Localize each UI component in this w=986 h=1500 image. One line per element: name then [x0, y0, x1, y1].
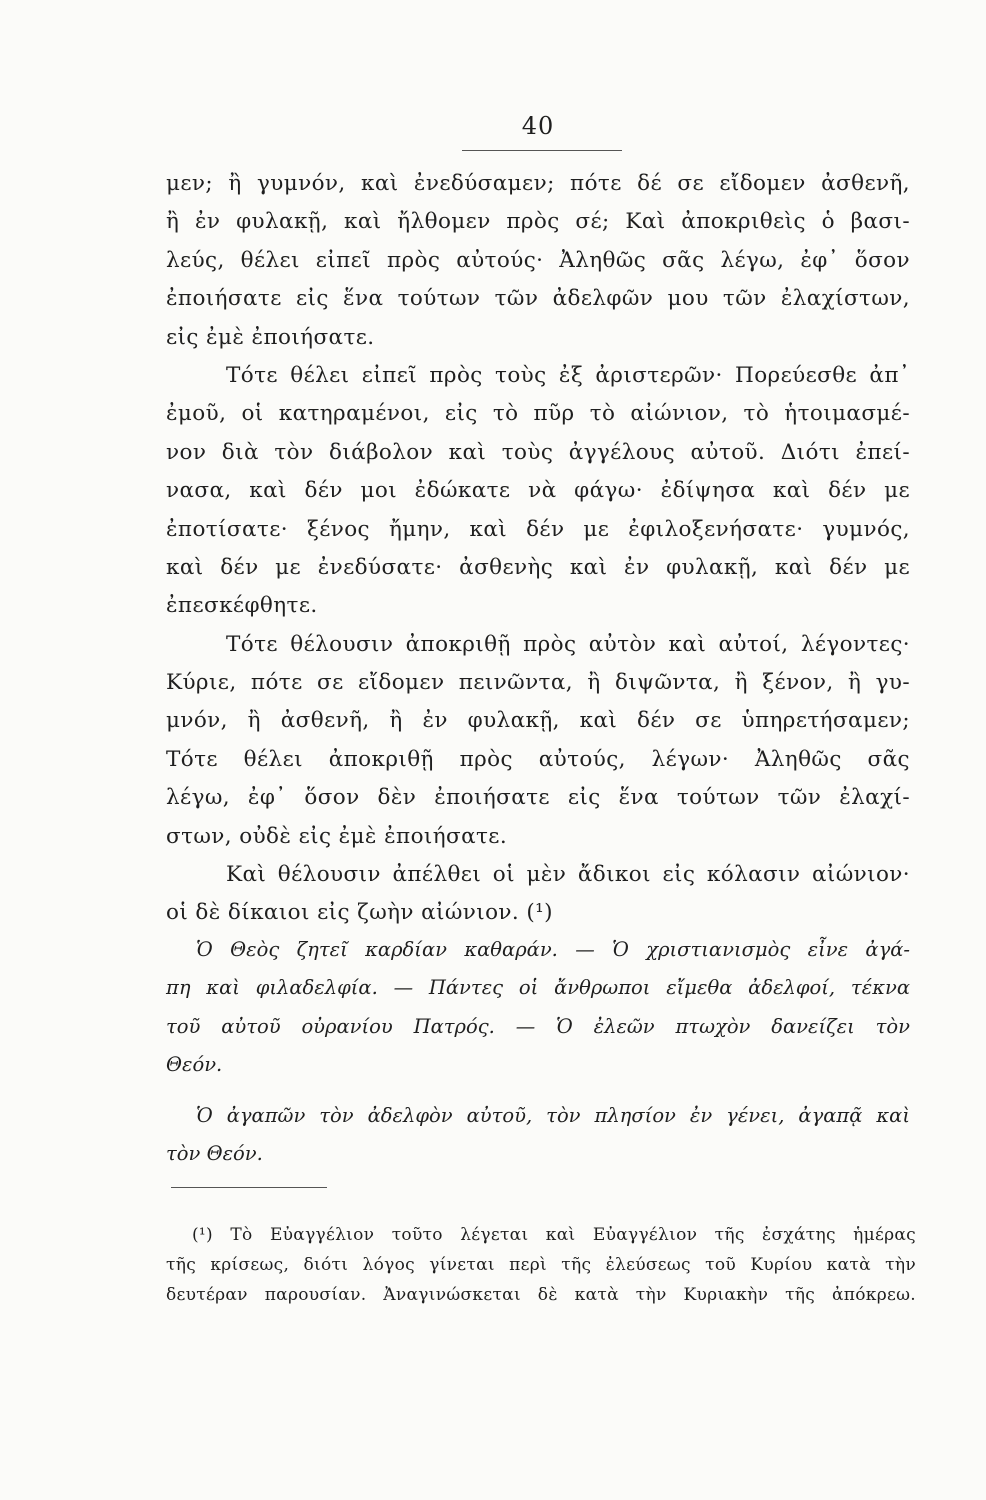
text-line: οἱ δὲ δίκαιοι εἰς ζωὴν αἰώνιον. (¹)	[166, 900, 553, 926]
text-line: ἐποτίσατε· ξένος ἤμην, καὶ δέν με ἐφιλοξενήσατε· γυμνός,	[166, 516, 910, 542]
text-line: λεύς, θέλει εἰπεῖ πρὸς αὐτούς· Ἀληθῶς σᾶς λέγω, ἐφ᾽ ὅσον	[166, 247, 910, 273]
maxim-line: Θεόν.	[166, 1053, 223, 1077]
text-line: ἐμοῦ, οἱ κατηραμένοι, εἰς τὸ πῦρ τὸ αἰώνιον, τὸ ἡτοιμασμέ-	[166, 401, 910, 427]
maxim-line: τὸν Θεόν.	[166, 1141, 263, 1165]
maxim-line: Ὁ ἀγαπῶν τὸν ἀδελφὸν αὐτοῦ, τὸν πλησίον ἐν γένει, ἀγαπᾷ καὶ	[196, 1103, 910, 1127]
text-line: Τότε θέλει εἰπεῖ πρὸς τοὺς ἐξ ἀριστερῶν· Πορεύεσθε ἀπ᾽	[226, 362, 910, 388]
text-line: νασα, καὶ δέν μοι ἐδώκατε νὰ φάγω· ἐδίψησα καὶ δέν με	[166, 478, 910, 504]
footnote-block	[166, 1220, 916, 1310]
text-line: Κύριε, πότε σε εἴδομεν πεινῶντα, ἢ διψῶντα, ἢ ξένον, ἢ γυ-	[166, 670, 910, 696]
header-rule	[462, 150, 622, 151]
text-line: Καὶ θέλουσιν ἀπέλθει οἱ μὲν ἄδικοι εἰς κόλασιν αἰώνιον·	[226, 862, 910, 888]
text-line: στων, οὐδὲ εἰς ἐμὲ ἐποιήσατε.	[166, 823, 508, 849]
text-line: ἢ ἐν φυλακῇ, καὶ ἤλθομεν πρὸς σέ; Καὶ ἀποκριθεὶς ὁ βασι-	[166, 209, 910, 235]
page-number: 40	[521, 112, 555, 140]
text-line: Τότε θέλει ἀποκριθῇ πρὸς αὐτούς, λέγων· Ἀληθῶς σᾶς	[166, 746, 910, 772]
text-line: ἐποιήσατε εἰς ἕνα τούτων τῶν ἀδελφῶν μου τῶν ἐλαχίστων,	[166, 286, 910, 312]
text-line: ἐπεσκέφθητε.	[166, 593, 318, 619]
footnote-line: (¹) Τὸ Εὐαγγέλιον τοῦτο λέγεται καὶ Εὐαγγέλιον τῆς ἐσχάτης ἡμέρας	[192, 1225, 916, 1245]
text-line: Τότε θέλουσιν ἀποκριθῇ πρὸς αὐτὸν καὶ αὐτοί, λέγοντες·	[226, 631, 910, 657]
maxims-block	[166, 931, 910, 1173]
text-line: μεν; ἢ γυμνόν, καὶ ἐνεδύσαμεν; πότε δέ σε εἴδομεν ἀσθενῆ,	[166, 171, 910, 196]
maxim-line: πη καὶ φιλαδελφία. — Πάντες οἱ ἄνθρωποι εἴμεθα ἀδελφοί, τέκνα	[166, 976, 910, 1000]
maxim-line: τοῦ αὐτοῦ οὐρανίου Πατρός. — Ὁ ἐλεῶν πτωχὸν δανείζει τὸν	[166, 1014, 910, 1038]
footnote-line: δευτέραν παρουσίαν. Ἀναγινώσκεται δὲ κατὰ τὴν Κυριακὴν τῆς ἀπόκρεω.	[166, 1285, 916, 1305]
text-line: μνόν, ἢ ἀσθενῆ, ἢ ἐν φυλακῇ, καὶ δέν σε ὑπηρετήσαμεν;	[166, 708, 910, 734]
footnote-line: τῆς κρίσεως, διότι λόγος γίνεται περὶ τῆς ἐλεύσεως τοῦ Κυρίου κατὰ τὴν	[166, 1255, 916, 1275]
maxim-line: Ὁ Θεὸς ζητεῖ καρδίαν καθαράν. — Ὁ χριστιανισμὸς εἶνε ἀγά-	[196, 938, 910, 961]
text-line: εἰς ἐμὲ ἐποιήσατε.	[166, 324, 375, 350]
text-line: καὶ δέν με ἐνεδύσατε· ἀσθενὴς καὶ ἐν φυλακῇ, καὶ δέν με	[166, 554, 910, 580]
text-line: νον διὰ τὸν διάβολον καὶ τοὺς ἀγγέλους αὐτοῦ. Διότι ἐπεί-	[166, 439, 910, 465]
footnote-rule	[171, 1187, 327, 1188]
text-line: λέγω, ἐφ᾽ ὅσον δὲν ἐποιήσατε εἰς ἕνα τούτων τῶν ἐλαχί-	[166, 785, 910, 811]
main-text	[166, 165, 910, 933]
